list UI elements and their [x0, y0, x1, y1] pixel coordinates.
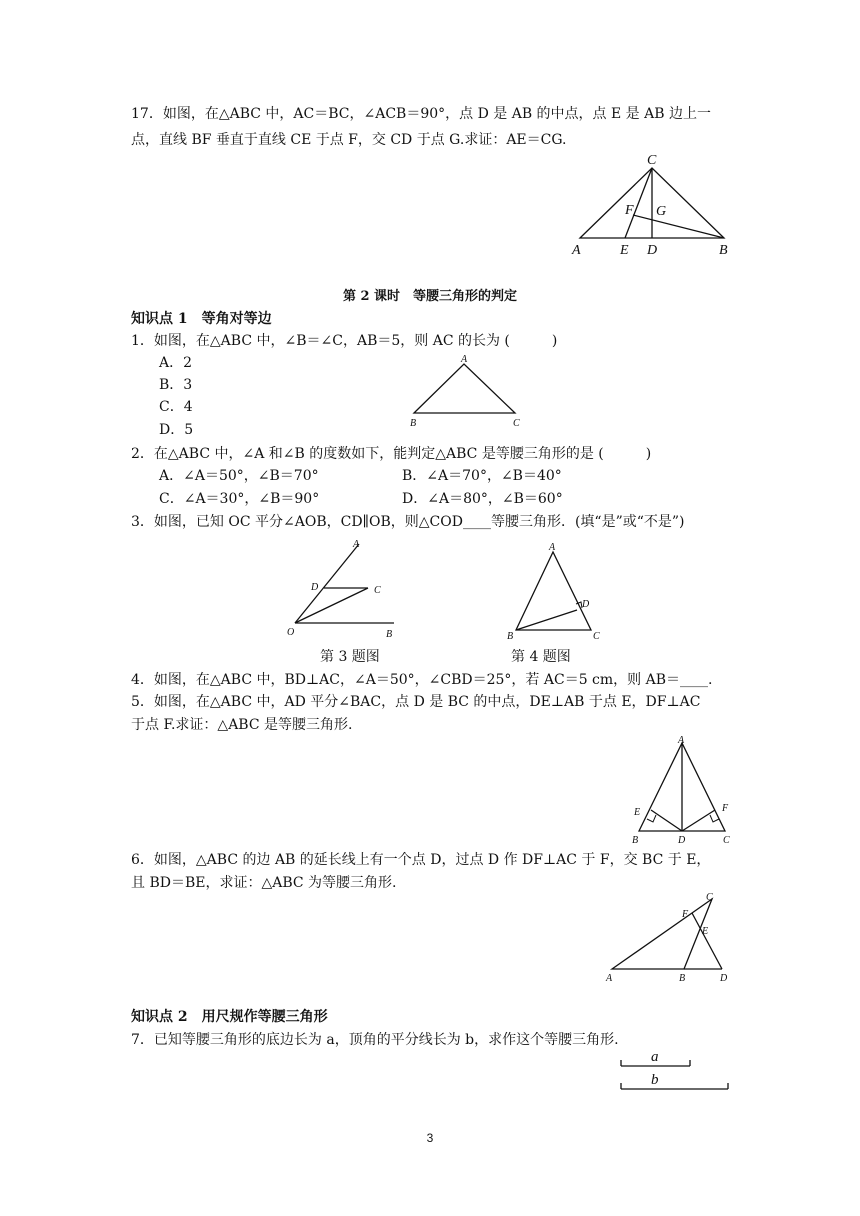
page-number: 3 [426, 1131, 434, 1145]
q5-label-f: F [722, 803, 729, 814]
q7-label-a: a [651, 1049, 659, 1065]
q6-label-b: B [679, 973, 686, 984]
q6-label-c: C [706, 892, 713, 903]
q7-segments [615, 1046, 735, 1094]
q4-stem: 4．如图，在△ABC 中，BD⊥AC，∠A＝50°，∠CBD＝25°，若 AC＝5 cm，则 AB＝____. [131, 672, 713, 688]
q4-caption: 第 4 题图 [511, 649, 571, 665]
q1-label-a: A [461, 354, 468, 365]
q17-label-d: D [647, 243, 658, 258]
q6-line1: 6．如图，△ABC 的边 AB 的延长线上有一个点 D，过点 D 作 DF⊥AC 于 F，交 BC 于 E， [131, 852, 711, 868]
q1-option-c: C．4 [159, 399, 193, 415]
q17-figure [565, 150, 740, 260]
q7-stem: 7．已知等腰三角形的底边长为 a，顶角的平分线长为 b，求作这个等腰三角形. [131, 1032, 619, 1048]
q6-label-f: F [682, 909, 689, 920]
q17-label-e: E [620, 243, 629, 258]
q4-label-c: C [593, 631, 600, 642]
q1-label-b: B [410, 418, 417, 429]
q2-option-d: D．∠A＝80°，∠B＝60° [402, 491, 563, 507]
q1-option-d: D．5 [159, 422, 194, 438]
q2-option-a: A．∠A＝50°，∠B＝70° [159, 468, 319, 484]
knowledge-point-1: 知识点 1 等角对等边 [131, 311, 272, 327]
q1-stem: 1．如图，在△ABC 中，∠B＝∠C，AB＝5，则 AC 的长为 ( ) [131, 333, 558, 349]
q4-figure [503, 540, 608, 645]
q5-label-e: E [634, 807, 641, 818]
q3-label-a: A [353, 539, 360, 550]
q3-label-c: C [374, 585, 381, 596]
section-title: 第 2 课时 等腰三角形的判定 [342, 289, 518, 304]
q4-label-a: A [549, 542, 556, 553]
q1-option-b: B．3 [159, 377, 193, 393]
q5-line2: 于点 F.求证：△ABC 是等腰三角形. [131, 717, 353, 733]
q2-stem: 2．在△ABC 中，∠A 和∠B 的度数如下，能判定△ABC 是等腰三角形的是 ( ) [131, 446, 652, 462]
q17-label-b: B [719, 243, 728, 258]
q5-label-a: A [678, 735, 685, 746]
q3-label-o: O [287, 627, 295, 638]
q4-label-b: B [507, 631, 514, 642]
q3-label-d: D [311, 582, 319, 593]
q17-line1: 17．如图，在△ABC 中，AC＝BC，∠ACB＝90°，点 D 是 AB 的中点，点 E 是 AB 边上一 [131, 106, 711, 122]
q3-stem: 3．如图，已知 OC 平分∠AOB，CD∥OB，则△COD____等腰三角形．(填“是”或“不是”) [131, 514, 685, 530]
q6-label-e: E [702, 926, 709, 937]
q6-line2: 且 BD＝BE，求证：△ABC 为等腰三角形. [131, 875, 397, 891]
q1-option-a: A．2 [159, 355, 193, 371]
q5-label-d: D [678, 835, 686, 846]
q1-figure [405, 355, 530, 430]
q17-label-c: C [647, 153, 657, 168]
q4-label-d: D [582, 599, 590, 610]
q6-figure [600, 890, 740, 988]
q17-line2: 点，直线 BF 垂直于直线 CE 于点 F，交 CD 于点 G.求证：AE＝CG. [131, 132, 567, 148]
q3-caption: 第 3 题图 [320, 649, 380, 665]
q5-line1: 5．如图，在△ABC 中，AD 平分∠BAC，点 D 是 BC 的中点，DE⊥AB 于点 E，DF⊥AC [131, 694, 701, 710]
q6-label-a: A [606, 973, 613, 984]
q1-label-c: C [513, 418, 520, 429]
q7-label-b: b [651, 1072, 659, 1088]
q5-label-b: B [632, 835, 639, 846]
q5-label-c: C [723, 835, 730, 846]
q3-label-b: B [386, 629, 393, 640]
q6-label-d: D [720, 973, 728, 984]
knowledge-point-2: 知识点 2 用尺规作等腰三角形 [131, 1009, 328, 1025]
q2-option-b: B．∠A＝70°，∠B＝40° [402, 468, 562, 484]
q3-figure [282, 535, 407, 643]
q17-label-a: A [572, 243, 581, 258]
q2-option-c: C．∠A＝30°，∠B＝90° [159, 491, 320, 507]
q17-label-g: G [656, 204, 667, 219]
q17-label-f: F [625, 203, 634, 218]
q5-figure [627, 733, 737, 849]
